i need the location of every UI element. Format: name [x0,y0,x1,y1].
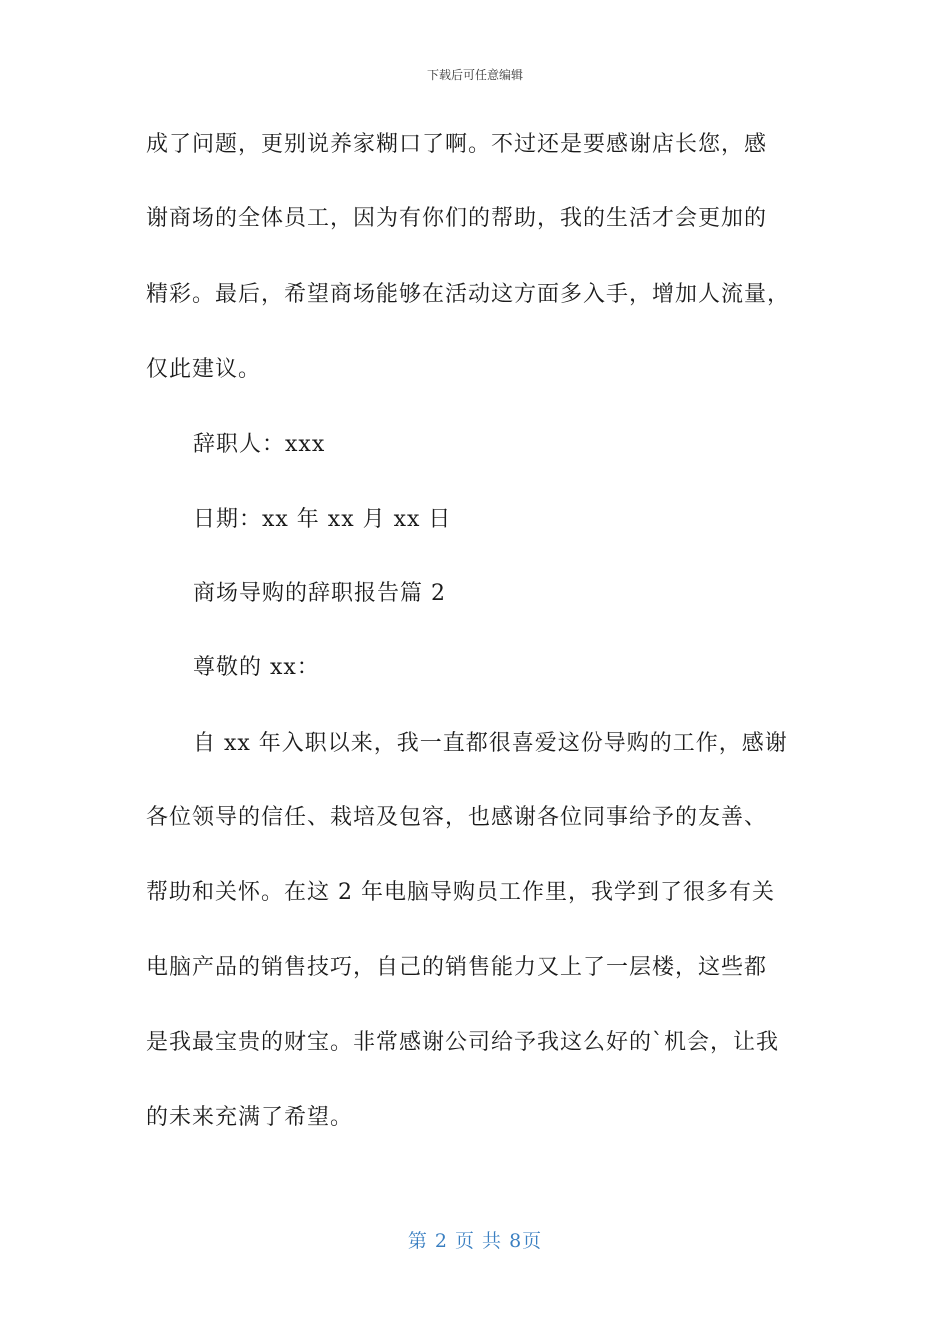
header-note: 下载后可任意编辑 [426,68,523,82]
paragraph-line: 成了问题，更别说养家糊口了啊。不过还是要感谢店长您，感 [146,132,768,157]
paragraph-line: 精彩。最后，希望商场能够在活动这方面多入手，增加人流量， [146,282,791,307]
paragraph-line: 谢商场的全体员工，因为有你们的帮助，我的生活才会更加的 [146,206,768,231]
paragraph-line: 自 xx 年入职以来，我一直都很喜爱这份导购的工作，感谢 [193,731,788,756]
section-title: 商场导购的辞职报告篇 2 [193,581,446,606]
paragraph-line: 电脑产品的销售技巧，自己的销售能力又上了一层楼，这些都 [146,955,768,980]
signer-line: 辞职人：xxx [193,432,326,457]
date-line: 日期：xx 年 xx 月 xx 日 [193,507,452,532]
paragraph-line: 的未来充满了希望。 [146,1105,354,1130]
paragraph-line: 是我最宝贵的财宝。非常感谢公司给予我这么好的`机会，让我 [146,1030,780,1055]
paragraph-line: 各位领导的信任、栽培及包容，也感谢各位同事给予的友善、 [146,805,768,830]
paragraph-line: 帮助和关怀。在这 2 年电脑导购员工作里，我学到了很多有关 [146,880,775,905]
paragraph-line: 仅此建议。 [146,357,262,382]
salutation: 尊敬的 xx： [193,655,320,680]
page-indicator: 第 2 页 共 8页 [407,1230,543,1252]
